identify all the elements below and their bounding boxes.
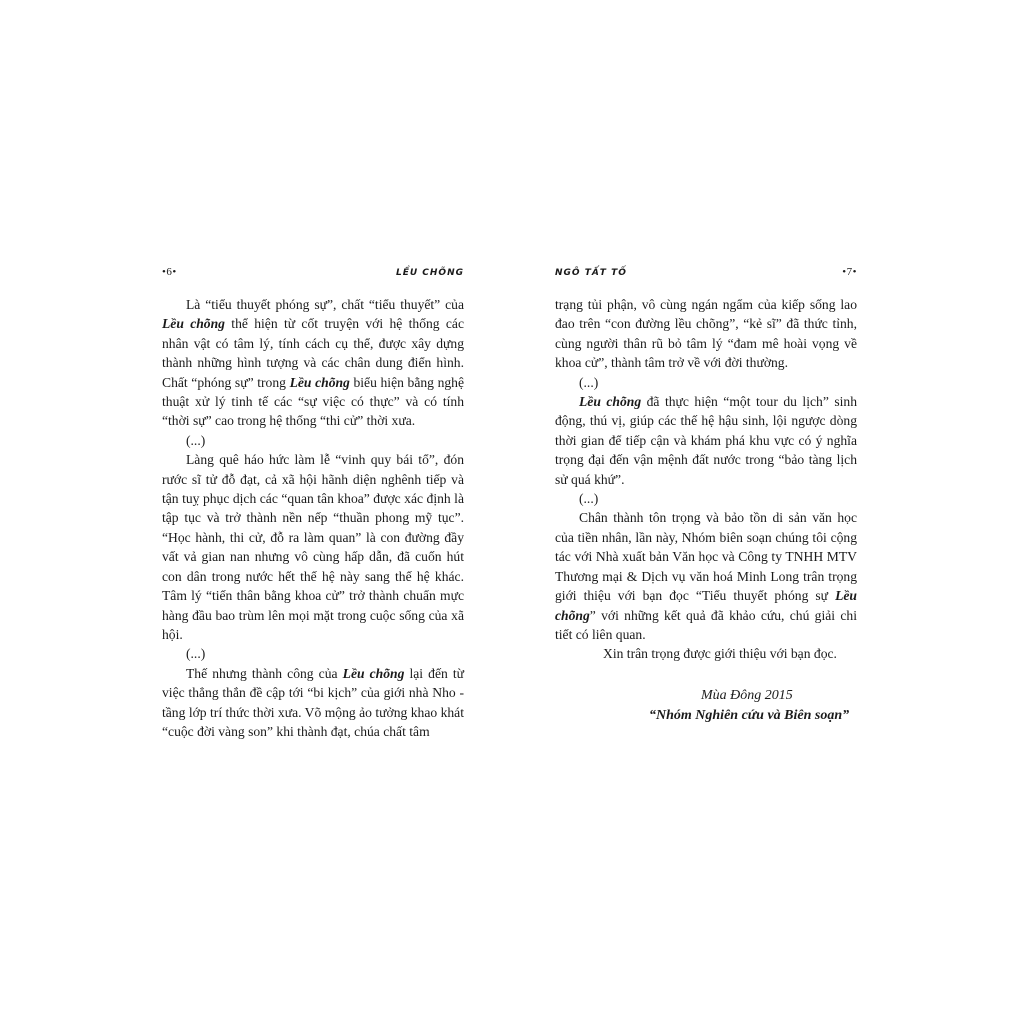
paragraph: Làng quê háo hức làm lễ “vinh quy bái tổ”, đón rước sĩ tử đỗ đạt, cả xã hội hãnh diện nghênh tiếp và tận tuỵ phục dịch các “quan tân khoa” được xác định là tập tục và trở thành nền nếp “thuần phong mỹ tục”. “Học hành, thi cử, đỗ ra làm quan” là con đường đầy vất vả gian nan nhưng vô cùng hấp dẫn, đã cuốn hút con dân trong nước hết thế hệ này sang thế hệ khác. Tâm lý “tiến thân bằng khoa cử” trở thành chuẩn mực hàng đầu bao trùm lên mọi mặt trong cuộc sống của xã hội. <box>162 452 464 642</box>
paragraph: trạng tủi phận, vô cùng ngán ngẩm của kiếp sống lao đao trên “con đường lều chõng”, “kẻ sĩ” đã thức tỉnh, cùng người thân rũ bỏ tâm lý “đam mê hoài vọng về khoa cử”, thành tâm trở về với đời thường. <box>555 297 857 371</box>
left-page <box>162 266 464 741</box>
paragraph: Là “tiểu thuyết phóng sự”, chất “tiểu thuyết” của Lều chõng thể hiện từ cốt truyện với hệ thống các nhân vật có tâm lý, tính cách cụ thể, được xây dựng thành những hình tượng và các chân dung điển hình. Chất “phóng sự” trong Lều chõng biểu hiện bằng nghệ thuật xử lý tinh tế các “sự việc có thực” và có tính “thời sự” cao trong hệ thống “thi cử” thời xưa. <box>162 297 465 429</box>
closing-line: Xin trân trọng được giới thiệu với bạn đọc. <box>603 646 837 662</box>
book-title-emphasis: Lều chõng <box>555 588 857 623</box>
ellipsis-paragraph: (...) <box>579 374 599 390</box>
paragraph: Chân thành tôn trọng và bảo tồn di sản văn học của tiền nhân, lần này, Nhóm biên soạn chúng tôi cộng tác với Nhà xuất bản Văn học và Công ty TNHH MTV Thương mại & Dịch vụ văn hoá Minh Long trân trọng giới thiệu với bạn đọc “Tiểu thuyết phóng sự Lều chõng” với những kết quả đã khảo cứu, chú giải chi tiết có liên quan. <box>555 510 857 642</box>
right-body-text <box>555 295 857 664</box>
page-number: •6• <box>162 266 177 278</box>
book-title-emphasis: Lều chõng <box>579 394 642 410</box>
running-head-author: NGÔ TẤT TỐ <box>555 268 627 278</box>
signature-block <box>555 686 857 726</box>
paragraph: Lều chõng đã thực hiện “một tour du lịch” sinh động, thú vị, giúp các thế hệ hậu sinh, lội ngược dòng thời gian để tiếp cận và khám phá khu vực có ý nghĩa trọng đại đến vận mệnh đất nước trong “bảo tàng lịch sử quá khứ”. <box>555 394 857 487</box>
signature-date: Mùa Đông 2015 <box>701 687 793 703</box>
right-page <box>555 266 857 726</box>
ellipsis-paragraph: (...) <box>579 491 599 507</box>
ellipsis-paragraph: (...) <box>186 646 206 662</box>
right-running-head <box>555 266 857 288</box>
signature-group: “Nhóm Nghiên cứu và Biên soạn” <box>649 707 850 723</box>
page-number: •7• <box>842 266 857 278</box>
left-body-text <box>162 295 464 741</box>
book-title-emphasis: Lều chõng <box>342 665 405 681</box>
left-running-head <box>162 266 464 288</box>
ellipsis-paragraph: (...) <box>186 432 206 448</box>
running-head-title: LỀU CHÕNG <box>395 268 464 278</box>
book-title-emphasis: Lều chõng <box>289 374 350 390</box>
book-title-emphasis: Lều chõng <box>162 316 225 332</box>
paragraph: Thế nhưng thành công của Lều chõng lại đến từ việc thẳng thắn đề cập tới “bi kịch” của giới nhà Nho - tầng lớp trí thức thời xưa. Võ mộng ảo tưởng khao khát “cuộc đời vàng son” khi thành đạt, chúa chất tâm <box>162 665 465 739</box>
